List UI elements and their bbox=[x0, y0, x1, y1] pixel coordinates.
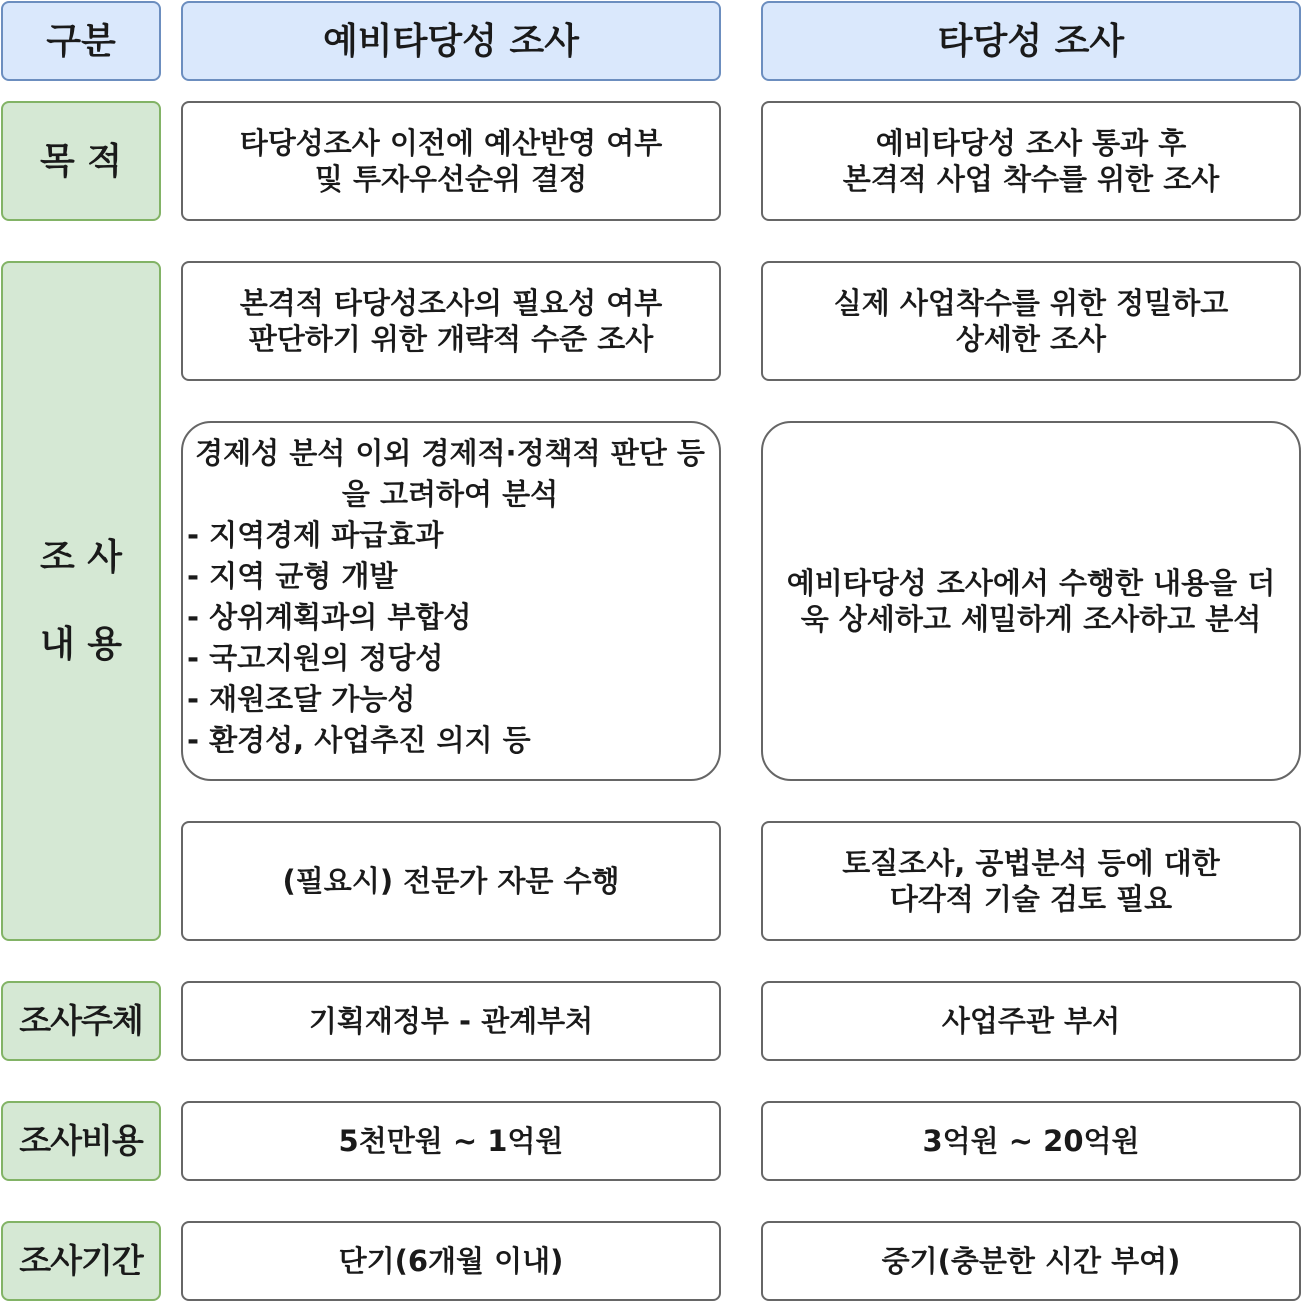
expert-col2 bbox=[761, 821, 1301, 941]
expert-col1 bbox=[181, 821, 721, 941]
category-content bbox=[1, 261, 161, 941]
category-purpose bbox=[1, 101, 161, 221]
analysis-col1 bbox=[181, 421, 721, 781]
purpose-col1-line: 타당성조사 이전에 예산반영 여부 bbox=[239, 125, 663, 160]
subject-col1-text: 기획재정부 - 관계부처 bbox=[308, 1003, 594, 1038]
analysis-col2-text: 예비타당성 조사에서 수행한 내용을 더욱 상세하고 세밀하게 조사하고 분석 bbox=[786, 565, 1276, 636]
analysis-list-item: - 재원조달 가능성 bbox=[187, 682, 416, 716]
category-period bbox=[1, 1221, 161, 1301]
category-subject-label: 조사주체 bbox=[19, 1001, 143, 1041]
analysis-col1-list bbox=[187, 515, 713, 761]
analysis-list-item: - 국고지원의 정당성 bbox=[187, 641, 444, 675]
subject-col2 bbox=[761, 981, 1301, 1061]
period-col2 bbox=[761, 1221, 1301, 1301]
category-content-label-line2: 내 용 bbox=[39, 624, 123, 665]
analysis-col1-lead: 경제성 분석 이외 경제적·정책적 판단 등을 고려하여 분석 bbox=[195, 436, 705, 511]
analysis-list-item: - 지역경제 파급효과 bbox=[187, 518, 444, 552]
header-category-label: 구분 bbox=[46, 20, 116, 62]
category-period-label: 조사기간 bbox=[19, 1241, 143, 1281]
period-col1-text: 단기(6개월 이내) bbox=[338, 1243, 564, 1278]
period-col2-text: 중기(충분한 시간 부여) bbox=[881, 1243, 1181, 1278]
cost-col1-text: 5천만원 ~ 1억원 bbox=[338, 1123, 564, 1158]
purpose-col2 bbox=[761, 101, 1301, 221]
scope-col1-line: 본격적 타당성조사의 필요성 여부 bbox=[239, 285, 663, 320]
header-preliminary-feasibility bbox=[181, 1, 721, 81]
period-col1 bbox=[181, 1221, 721, 1301]
purpose-col1 bbox=[181, 101, 721, 221]
analysis-col2 bbox=[761, 421, 1301, 781]
header-category bbox=[1, 1, 161, 81]
scope-col1-line: 판단하기 위한 개략적 수준 조사 bbox=[248, 322, 654, 356]
cost-col2 bbox=[761, 1101, 1301, 1181]
category-purpose-label: 목 적 bbox=[39, 140, 123, 182]
expert-col1-text: (필요시) 전문가 자문 수행 bbox=[282, 863, 620, 898]
expert-col2-line: 토질조사, 공법분석 등에 대한 bbox=[842, 845, 1220, 880]
header-feasibility bbox=[761, 1, 1301, 81]
analysis-list-item: - 환경성, 사업추진 의지 등 bbox=[187, 723, 531, 757]
scope-col1 bbox=[181, 261, 721, 381]
cost-col1 bbox=[181, 1101, 721, 1181]
expert-col2-line: 다각적 기술 검토 필요 bbox=[889, 882, 1173, 916]
analysis-list-item: - 지역 균형 개발 bbox=[187, 559, 398, 593]
purpose-col2-line: 본격적 사업 착수를 위한 조사 bbox=[842, 162, 1220, 196]
subject-col2-text: 사업주관 부서 bbox=[941, 1003, 1121, 1038]
category-content-label-line1: 조 사 bbox=[39, 537, 123, 578]
scope-col2-line: 상세한 조사 bbox=[955, 322, 1107, 356]
header-col2-label: 타당성 조사 bbox=[937, 20, 1125, 62]
header-col1-label: 예비타당성 조사 bbox=[323, 20, 579, 62]
purpose-col2-line: 예비타당성 조사 통과 후 bbox=[875, 125, 1187, 160]
subject-col1 bbox=[181, 981, 721, 1061]
scope-col2-line: 실제 사업착수를 위한 정밀하고 bbox=[833, 285, 1229, 320]
cost-col2-text: 3억원 ~ 20억원 bbox=[922, 1123, 1140, 1158]
analysis-list-item: - 상위계획과의 부합성 bbox=[187, 600, 472, 634]
purpose-col1-line: 및 투자우선순위 결정 bbox=[314, 162, 588, 196]
category-cost-label: 조사비용 bbox=[19, 1121, 143, 1161]
scope-col2 bbox=[761, 261, 1301, 381]
category-subject bbox=[1, 981, 161, 1061]
category-cost bbox=[1, 1101, 161, 1181]
